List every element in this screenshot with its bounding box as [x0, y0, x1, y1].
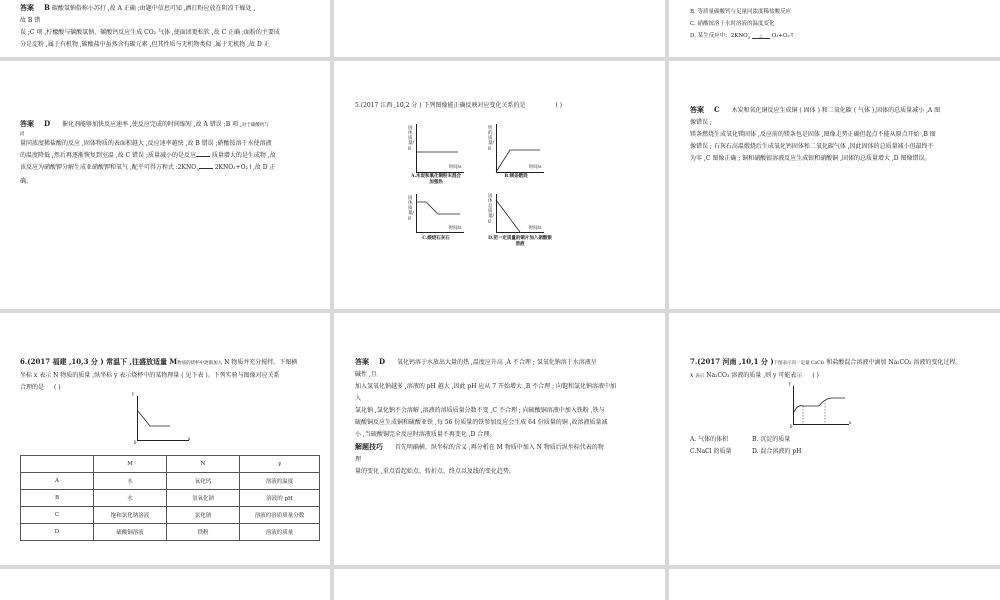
- table-cell: 铁粉: [167, 524, 240, 541]
- small-note: 表示: [695, 374, 705, 379]
- text-line: 该反应为硝酸钾分解生成亚硝酸钾和氧气 ,配平可得方程式 :2KNO: [20, 164, 197, 171]
- text-line: 分是淀粉 ,属于有机物 ,碳酸盐中虽然含有碳元素 ,但其性质与无机物类似 ,属于无机物 ,故 D 正: [20, 41, 270, 48]
- subscript: 3: [747, 35, 751, 41]
- text-line: 小 ,当硫酸铜完全反应时溶液质量不再变化 ,D 合理。: [355, 431, 496, 438]
- text-line: 催化剂能够加快反应速率 ,使反应完成的时间缩短 ,故 A 错误 ;B 项 ,: [62, 121, 242, 128]
- table-header: [21, 456, 94, 473]
- option-line: D. 某生反应中：2KNO: [690, 33, 748, 39]
- text-line: 氧化钙溶于水放出大量的热 ,温度应升高 ,A 不合理 ; 氢氧化钠溶于水溶液呈: [397, 359, 597, 366]
- table-row: [21, 524, 320, 541]
- option-line: B. 等质量碳酸钙与足量同浓度稀盐酸反应: [690, 9, 792, 15]
- graph-b-xlabel: 时间/s: [528, 165, 542, 170]
- graph-q7-line: [785, 384, 855, 426]
- text-line: 2KNO₂+O₂↑,故 D 正: [214, 164, 276, 171]
- text-line: 入: [355, 395, 362, 402]
- text-line: 碱性 ,且: [355, 371, 377, 378]
- graph-d: [488, 192, 552, 258]
- table-header-row: [21, 456, 320, 473]
- text-line: 氯化钠 ,氯化钠不会溶解 ,溶液的溶质质量分数不变 ,C 不合理 ; 向硫酸铜溶液中加入铁粉 ,铁与: [355, 407, 605, 414]
- table-cell: 溶液的质量: [240, 524, 320, 541]
- table-cell: 溶液的溶质质量分数: [240, 507, 320, 524]
- table-cell: B: [21, 490, 94, 507]
- graph-a: [408, 122, 468, 192]
- graph-c: [408, 192, 468, 258]
- table-cell: A: [21, 473, 94, 490]
- answer-label: 答案: [355, 357, 369, 366]
- text-line: 碳酸氢钠俗称小苏打 ,故 A 正确 ;由题中信息可知 ,洒打粉应放在阴凉干燥处 ,: [51, 5, 256, 12]
- column-separator-left: [330, 0, 334, 600]
- axis-x-label: x: [187, 437, 191, 442]
- text-line: 量的变化 ,重点看起始点、转折点、终点以及线的变化趋势。: [355, 468, 515, 475]
- option-a: A. 气体的体积: [690, 436, 729, 443]
- graph-d-ylabel: 固体总质量/g: [488, 194, 495, 224]
- question-text: 合理的是: [20, 384, 45, 391]
- table-cell: D: [21, 524, 94, 541]
- table-row: [21, 490, 320, 507]
- graph-q7: [785, 384, 855, 432]
- text-line: 像错误 ; 石灰石高温煅烧后生成氧化钙固体和二氧化碳气体 ,因此固体的总质量减小但最终不: [690, 143, 934, 150]
- slide-top-right: [690, 0, 990, 54]
- answer-letter: D: [44, 119, 51, 128]
- graph-q6-line: [130, 394, 195, 442]
- question-text: Na₂CO₃ 溶液的质量 ,则 y 可能表示: [706, 372, 803, 379]
- text-line: 量同浓度稀盐酸的反应 ,固体物质的表面积越大 ,反应速率越快 ,故 B 错误 ;硝酸铵溶于水使溶液: [20, 140, 272, 147]
- table-header: y: [240, 456, 320, 473]
- option-line-end: O₂+O₂↑: [771, 33, 795, 39]
- text-line: 加入氢氧化钠越多 ,溶液的 pH 越大 ,因此 pH 应从 7 开始增大 ,B 不合理 ; 向饱和氯化钠溶液中加: [355, 383, 617, 390]
- text-line: 像错误 ;: [690, 119, 712, 126]
- answer-bracket: ( ): [54, 384, 61, 391]
- table-cell: C: [21, 507, 94, 524]
- slide-mid-left: 答案 D 催化剂能够加快反应速率 ,使反应完成的时间缩短 ,故 A 错误 ;B 项 ,对于碳酸钙与 同 量同浓度稀盐酸的反应 ,固体物质的表面积越大 ,反应速率越快 ,故 B 错误 ;硝酸铵溶于水使溶液 的温度降低 ,然后再逐渐恢复到室温 ,故 C 错误 ;质量减小的是反应 质量增大的是生成物 ,故 该反应为硝酸钾分解生成亚硝酸钾和氧气 ,配平可得方程式 $:2KNO_3$ 2KNO₂+O₂↑,故 D 正 确。: [20, 118, 325, 198]
- axis-y-label: y: [131, 392, 135, 397]
- answer-letter: C: [714, 105, 720, 114]
- row-separator-middle: [0, 309, 1000, 313]
- text-line: 确。: [20, 178, 33, 186]
- graph-a-xlabel: 时间/s: [448, 165, 462, 170]
- small-note: 对于碳酸钙与: [241, 123, 269, 128]
- question-text: 坐标 x 表示 N 物质的质量 ,纵坐标 y 表示烧杯中的某物理量 ( 见下表 )。下列实验与图像对应关系: [20, 372, 280, 379]
- small-note: 下图表示向一定量 CaCl: [773, 361, 823, 366]
- question-text: 6.(2017 福建 ,10,3 分 ) 常温下 ,往盛放适量 M: [20, 357, 178, 366]
- slide-top-left: [20, 2, 325, 54]
- table-cell: 氯化钠: [167, 507, 240, 524]
- text-line: 误 ;C 项 ,柠檬酸与碳酸氢钠、碳酸钙反应生成 CO₂ 气体 ,使面团更松软 ,故 C 正确 ;面粉的主要成: [20, 29, 280, 36]
- question-text: x: [690, 372, 694, 379]
- slide-bottom-left: [20, 356, 325, 396]
- graph-c-xlabel: 时间/s: [448, 226, 462, 231]
- text-line: 镁条燃烧生成氧化镁固体 ,反应前的镁条也是固体 ,图像走势正确但起点不能从原点开始 ,B 图: [690, 131, 936, 138]
- origin-label: 0: [133, 441, 137, 446]
- answer-label: 答案: [20, 119, 34, 128]
- slide-mid-right: [690, 104, 990, 174]
- reaction-condition: △: [752, 34, 770, 39]
- question-text: 7.(2017 河南 ,10,1 分 ): [690, 357, 774, 366]
- small-note: 同: [20, 132, 25, 137]
- table-row: [21, 473, 320, 490]
- row-separator-top: [0, 57, 1000, 61]
- row-separator-bottom: [0, 565, 1000, 569]
- small-note: 物质的烧杯中逐渐加入: [177, 361, 223, 366]
- options-q7: [690, 434, 890, 460]
- answer-letter: B: [44, 3, 50, 12]
- answer-letter: D: [379, 357, 386, 366]
- answer-bracket: ( ): [812, 372, 819, 379]
- answer-bracket: ( ): [555, 102, 563, 109]
- graph-q6: [130, 394, 195, 450]
- table-cell: 硫酸铜溶液: [94, 524, 167, 541]
- table-header: M: [94, 456, 167, 473]
- answer-label: 答案: [20, 3, 34, 12]
- table-cell: 氧化钙: [167, 473, 240, 490]
- text-line: 的温度降低 ,然后再逐渐恢复到室温 ,故 C 错误 ;质量减小的是反应: [20, 152, 196, 159]
- question-text: N 物质并充分搅拌。下图横: [224, 359, 298, 366]
- question-text: ₂ 和盐酸混合溶液中滴加 Na₂CO₃ 溶液的变化过程。: [822, 359, 962, 366]
- text-line: 故 B 错: [20, 17, 41, 24]
- option-d: D. 混合溶液的 pH: [752, 448, 802, 455]
- question-text: 5.(2017 江西 ,10,2 分 ) 下列图像能正确反映对应变化关系的是: [355, 102, 526, 109]
- slide-bottom-right: [690, 356, 995, 386]
- graph-b: [488, 122, 548, 192]
- answer-table: [20, 455, 320, 541]
- table-cell: 氢氧化钠: [167, 490, 240, 507]
- option-c: C.NaCl 的质量: [690, 448, 732, 455]
- text-line: 质量增大的是生成物 ,故: [211, 152, 276, 159]
- graph-c-caption: C.煅烧石灰石: [422, 236, 450, 241]
- axis-y-label: y: [788, 382, 792, 387]
- slide-bottom-center: [355, 356, 655, 486]
- table-row: [21, 507, 320, 524]
- text-line: 首先明确横、纵坐标的含义 ,再分析在 M 物质中加入 N 物质后纵坐标代表的物: [394, 444, 604, 451]
- tip-label: 解题技巧: [355, 442, 383, 451]
- table-cell: 水: [94, 490, 167, 507]
- text-line: 理: [355, 456, 362, 463]
- graph-b-ylabel: 铁的质量/g: [488, 126, 495, 151]
- table-cell: 水: [94, 473, 167, 490]
- graph-a-ylabel: 固体质量/g: [408, 126, 415, 151]
- graph-c-ylabel: 固体质量/g: [408, 196, 415, 221]
- table-header: N: [167, 456, 240, 473]
- text-line: 木炭和氧化铜反应生成铜 ( 固体 ) 和二氧化碳 ( 气体 ),固体的总质量减小 ,A 图: [731, 107, 941, 114]
- graph-d-caption: D.把一定质量的铜片加入硝酸银溶液: [488, 236, 552, 247]
- table-cell: 饱和氯化钠溶液: [94, 507, 167, 524]
- graph-a-caption: A.木炭和氧化铜粉末混合加强热: [410, 174, 462, 185]
- text-line: 硫酸铜反应生成铜和硫酸亚铁 ,每 56 份质量的铁参加反应会生成 64 份质量的铜 ,故溶液质量减: [355, 419, 608, 426]
- column-separator-right: [665, 0, 669, 600]
- graph-b-caption: B.镁条燃烧: [504, 174, 528, 179]
- axis-x-label: x: [848, 421, 852, 426]
- option-line: C. 硝酸铵溶于水时溶液的温度变化: [690, 21, 775, 27]
- option-b: B. 沉淀的质量: [752, 436, 791, 443]
- table-cell: 溶液的温度: [240, 473, 320, 490]
- origin-label: 0: [789, 425, 793, 430]
- graph-d-xlabel: 时间/s: [528, 226, 542, 231]
- table-cell: 溶液的 pH: [240, 490, 320, 507]
- answer-label: 答案: [690, 105, 704, 114]
- text-line: 为零 ,C 图像正确 ; 铜和硝酸银溶液反应生成银和硝酸铜 ,固体的总质量增大 ,D 图像错误。: [690, 155, 931, 162]
